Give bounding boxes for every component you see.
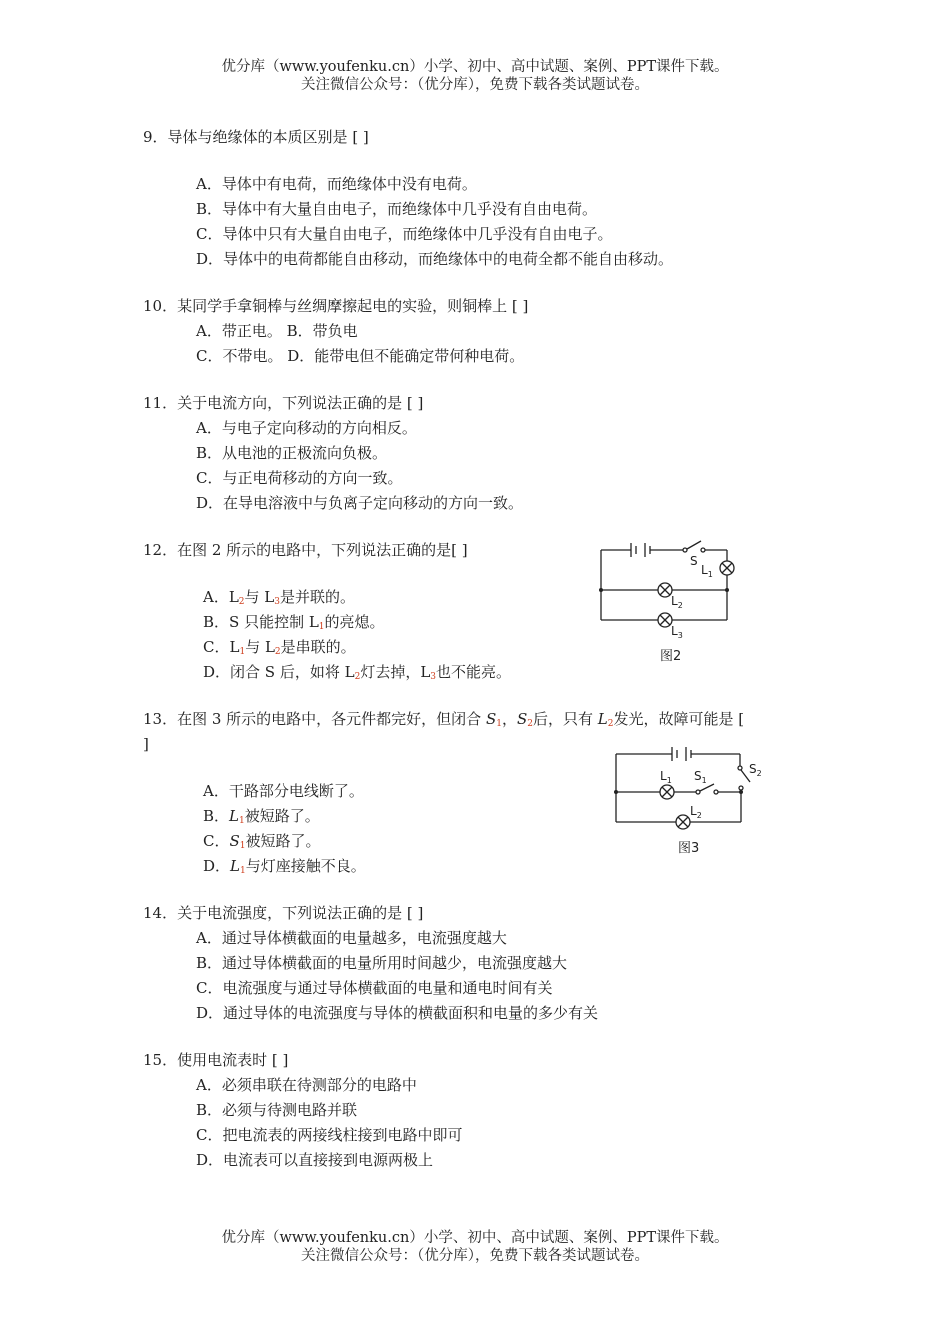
fig3-label-l2: $L_2$	[690, 804, 702, 820]
q12-option-b: B．S 只能控制 $L_1$的亮熄。	[203, 613, 385, 632]
q12-option-c: C．$L_1$与 $L_2$是串联的。	[203, 638, 356, 657]
q13-stem-continued: ]	[143, 735, 149, 753]
q13-stem: 13．在图 3 所示的电路中，各元件都完好，但闭合 $S_1$，$S_2$后，只有 $L_2$发光，故障可能是 [	[143, 710, 745, 729]
q14-stem: 14．关于电流强度，下列说法正确的是 [ ]	[143, 904, 424, 922]
q9-option-b: B．导体中有大量自由电子，而绝缘体中几乎没有自由电荷。	[196, 200, 598, 218]
fig2-label-l1: $L_1$	[701, 563, 713, 579]
fig3-label-s1: $S_1$	[694, 769, 707, 785]
q9-option-c: C．导体中只有大量自由电子，而绝缘体中几乎没有自由电子。	[196, 225, 613, 243]
q9-option-d: D．导体中的电荷都能自由移动，而绝缘体中的电荷全都不能自由移动。	[196, 250, 674, 268]
fig3-label-l1: $L_1$	[660, 769, 672, 785]
q12-option-d: D．闭合 S 后，如将 $L_2$灯去掉，$L_3$也不能亮。	[203, 663, 512, 682]
q15-option-b: B．必须与待测电路并联	[196, 1101, 358, 1119]
q15-option-d: D．电流表可以直接接到电源两极上	[196, 1151, 434, 1169]
fig2-label-l2: $L_2$	[671, 594, 683, 610]
page-header-line2: 关注微信公众号：（优分库），免费下载各类试题试卷。	[301, 77, 649, 93]
q11-option-a: A．与电子定向移动的方向相反。	[196, 419, 417, 437]
q10-stem: 10．某同学手拿铜棒与丝绸摩擦起电的实验，则铜棒上 [ ]	[143, 297, 529, 315]
figure-3-circuit	[610, 738, 775, 863]
q14-option-c: C．电流强度与通过导体横截面的电量和通电时间有关	[196, 979, 553, 997]
q15-option-a: A．必须串联在待测部分的电路中	[196, 1076, 417, 1094]
page-footer-line1: 优分库（www.youfenku.cn）小学、初中、高中试题、案例、PPT课件下载。	[221, 1230, 729, 1246]
q13-option-a: A．干路部分电线断了。	[203, 782, 364, 800]
fig2-label-l3: $L_3$	[671, 624, 683, 640]
q11-option-d: D．在导电溶液中与负离子定向移动的方向一致。	[196, 494, 524, 512]
fig3-caption: 图3	[678, 841, 700, 856]
q13-option-d: D．$L_1$与灯座接触不良。	[203, 857, 366, 876]
q11-stem: 11．关于电流方向，下列说法正确的是 [ ]	[143, 394, 424, 412]
q15-stem: 15．使用电流表时 [ ]	[143, 1051, 289, 1069]
q14-option-d: D．通过导体的电流强度与导体的横截面积和电量的多少有关	[196, 1004, 599, 1022]
q15-option-c: C．把电流表的两接线柱接到电路中即可	[196, 1126, 463, 1144]
q13-option-b: B．$L_1$被短路了。	[203, 807, 320, 826]
q11-option-b: B．从电池的正极流向负极。	[196, 444, 388, 462]
q13-option-c: C．$S_1$被短路了。	[203, 832, 321, 851]
q10-options-cd: C．不带电。 D．能带电但不能确定带何种电荷。	[196, 347, 525, 365]
q10-options-ab: A．带正电。 B．带负电	[196, 322, 358, 340]
page-header-line1: 优分库（www.youfenku.cn）小学、初中、高中试题、案例、PPT课件下载。	[221, 59, 729, 75]
q14-option-a: A．通过导体横截面的电量越多，电流强度越大	[196, 929, 507, 947]
q11-option-c: C．与正电荷移动的方向一致。	[196, 469, 403, 487]
q12-stem: 12．在图 2 所示的电路中，下列说法正确的是[ ]	[143, 541, 468, 559]
q12-option-a: A．$L_2$与 $L_3$是并联的。	[203, 588, 356, 607]
fig2-caption: 图2	[660, 649, 682, 664]
q9-option-a: A．导体中有电荷，而绝缘体中没有电荷。	[196, 175, 477, 193]
q9-stem: 9．导体与绝缘体的本质区别是 [ ]	[143, 128, 369, 146]
fig2-label-s: S	[690, 554, 698, 568]
q14-option-b: B．通过导体横截面的电量所用时间越少，电流强度越大	[196, 954, 568, 972]
fig3-label-s2: $S_2$	[749, 762, 762, 778]
page-footer-line2: 关注微信公众号：（优分库），免费下载各类试题试卷。	[301, 1248, 649, 1264]
figure-2-circuit	[595, 538, 745, 668]
